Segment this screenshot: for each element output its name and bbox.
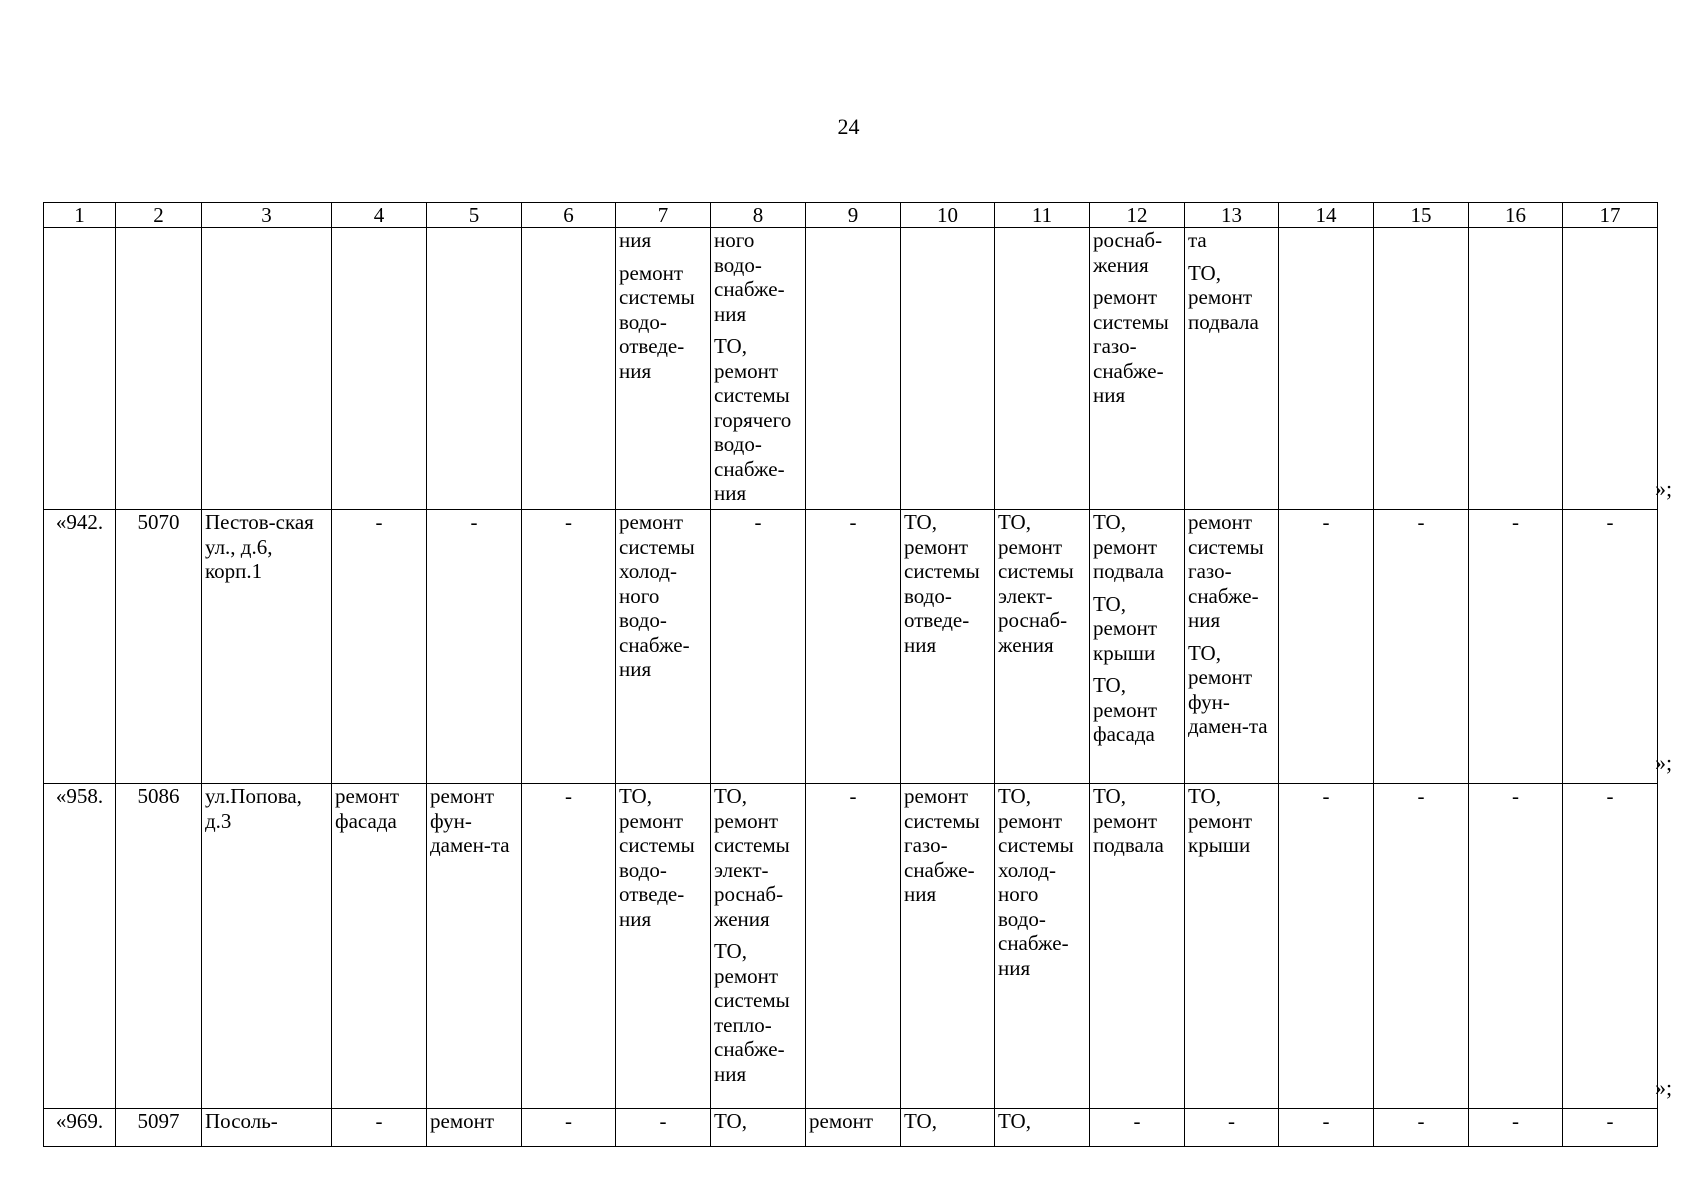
cell-col-14 <box>1279 1109 1374 1147</box>
cell-col-17 <box>1563 1109 1658 1147</box>
cell-text: роснаб-жения <box>1093 228 1163 277</box>
cell-col-6 <box>522 1109 616 1147</box>
cell-col-11 <box>995 784 1090 1109</box>
cell-text: ТО, ремонт системы тепло-снабже-ния <box>714 939 790 1086</box>
cell-col-14 <box>1279 784 1374 1109</box>
cell-col-17 <box>1563 784 1658 1109</box>
cell-text: Пестов-ская ул., д.6, корп.1 <box>205 510 314 583</box>
cell-col-7 <box>616 228 711 510</box>
cell-text: - <box>375 1109 383 1133</box>
cell-text: ремонт системы газо-снабже-ния <box>1188 510 1264 632</box>
column-number-4: 4 <box>332 203 427 228</box>
row-end-mark: »; <box>1655 749 1673 775</box>
cell-col-13 <box>1185 228 1279 510</box>
cell-col-16 <box>1469 784 1563 1109</box>
cell-text: - <box>375 510 383 534</box>
cell-text: ТО, ремонт системы элект-роснаб-жения <box>714 784 790 931</box>
cell-col-10 <box>901 784 995 1109</box>
cell-col-1 <box>44 1109 116 1147</box>
cell-text: ремонт системы холод-ного водо-снабже-ния <box>619 510 695 681</box>
cell-text: ния <box>619 228 652 252</box>
row-end-mark: »; <box>1655 1074 1673 1100</box>
cell-col-4 <box>332 1109 427 1147</box>
cell-text: - <box>565 1109 572 1133</box>
cell-text: - <box>1322 784 1330 808</box>
cell-col-12 <box>1090 228 1185 510</box>
cell-col-8 <box>711 228 806 510</box>
cell-col-11 <box>995 228 1090 510</box>
column-number-13: 13 <box>1185 203 1279 228</box>
table-row <box>44 510 1658 784</box>
cell-col-13 <box>1185 510 1279 784</box>
column-number-16: 16 <box>1469 203 1563 228</box>
cell-text: ремонт системы газо-снабже-ния <box>1093 285 1169 407</box>
cell-col-5 <box>427 784 522 1109</box>
cell-text: ТО, ремонт системы водо-отведе-ния <box>619 784 695 931</box>
cell-col-16 <box>1469 1109 1563 1147</box>
cell-col-4 <box>332 784 427 1109</box>
cell-text: - <box>565 784 572 808</box>
cell-text: ТО, ремонт подвала <box>1093 784 1164 857</box>
cell-text: ТО, <box>904 1109 937 1133</box>
cell-col-6 <box>522 784 616 1109</box>
cell-col-12 <box>1090 784 1185 1109</box>
cell-text: - <box>849 510 857 534</box>
cell-col-17 <box>1563 510 1658 784</box>
column-number-11: 11 <box>995 203 1090 228</box>
cell-col-3 <box>202 1109 332 1147</box>
cell-text: ТО, ремонт фасада <box>1093 673 1158 746</box>
cell-text: ремонт <box>430 1109 495 1133</box>
row-end-mark: »; <box>1655 475 1673 501</box>
cell-col-11 <box>995 510 1090 784</box>
cell-text: ремонт фун-дамен-та <box>430 784 510 857</box>
cell-text: ТО, ремонт крыши <box>1188 784 1253 857</box>
cell-text: - <box>1133 1109 1141 1133</box>
cell-text: - <box>1322 1109 1330 1133</box>
cell-col-16 <box>1469 228 1563 510</box>
cell-text: - <box>1512 510 1519 534</box>
cell-col-9 <box>806 1109 901 1147</box>
cell-text: - <box>659 1109 667 1133</box>
column-number-14: 14 <box>1279 203 1374 228</box>
column-number-2: 2 <box>116 203 202 228</box>
cell-col-8 <box>711 510 806 784</box>
cell-col-11 <box>995 1109 1090 1147</box>
cell-text: - <box>1606 1109 1614 1133</box>
cell-text: ТО, ремонт подвала <box>1188 260 1259 334</box>
cell-col-14 <box>1279 228 1374 510</box>
cell-text: ТО, ремонт крыши <box>1093 591 1158 665</box>
cell-col-4 <box>332 228 427 510</box>
column-number-10: 10 <box>901 203 995 228</box>
cell-text: ремонт системы газо-снабже-ния <box>904 784 980 906</box>
cell-text: ТО, <box>998 1109 1031 1133</box>
cell-col-7 <box>616 784 711 1109</box>
cell-col-15 <box>1374 784 1469 1109</box>
cell-text: ТО, ремонт системы холод-ного водо-снабже-ния <box>998 784 1074 980</box>
column-number-5: 5 <box>427 203 522 228</box>
table-row <box>44 784 1658 1109</box>
cell-text: - <box>1606 510 1614 534</box>
cell-col-7 <box>616 510 711 784</box>
cell-col-5 <box>427 228 522 510</box>
cell-col-3 <box>202 784 332 1109</box>
column-number-15: 15 <box>1374 203 1469 228</box>
column-number-3: 3 <box>202 203 332 228</box>
cell-col-8 <box>711 784 806 1109</box>
column-number-6: 6 <box>522 203 616 228</box>
cell-col-9 <box>806 784 901 1109</box>
cell-text: ТО, ремонт системы водо-отведе-ния <box>904 510 980 657</box>
cell-col-1 <box>44 510 116 784</box>
table-row <box>44 228 1658 510</box>
cell-text: «942. <box>55 510 104 534</box>
cell-text: - <box>754 510 762 534</box>
cell-col-9 <box>806 228 901 510</box>
cell-col-15 <box>1374 1109 1469 1147</box>
cell-text: ТО, ремонт системы горячего водо-снабже-ния <box>714 334 792 505</box>
cell-text: ремонт системы водо-отведе-ния <box>619 260 695 383</box>
cell-col-16 <box>1469 510 1563 784</box>
cell-text: ТО, ремонт системы элект-роснаб-жения <box>998 510 1074 657</box>
cell-col-2 <box>116 228 202 510</box>
cell-text: ремонт <box>809 1109 874 1133</box>
cell-text: ТО, ремонт подвала <box>1093 510 1164 583</box>
cell-text: Посоль- <box>205 1109 278 1133</box>
cell-col-15 <box>1374 228 1469 510</box>
cell-text: 5070 <box>137 510 180 534</box>
cell-text: 5086 <box>137 784 180 808</box>
column-number-7: 7 <box>616 203 711 228</box>
cell-col-2 <box>116 1109 202 1147</box>
cell-text: - <box>1417 510 1425 534</box>
cell-col-15 <box>1374 510 1469 784</box>
cell-text: - <box>1512 1109 1519 1133</box>
column-number-8: 8 <box>711 203 806 228</box>
cell-col-17 <box>1563 228 1658 510</box>
cell-col-13 <box>1185 1109 1279 1147</box>
cell-col-3 <box>202 510 332 784</box>
cell-text: - <box>1228 1109 1235 1133</box>
cell-col-4 <box>332 510 427 784</box>
cell-text: ТО, <box>714 1109 747 1133</box>
cell-col-2 <box>116 510 202 784</box>
cell-col-3 <box>202 228 332 510</box>
cell-col-1 <box>44 784 116 1109</box>
cell-text: - <box>1606 784 1614 808</box>
cell-text: - <box>470 510 478 534</box>
table-row <box>44 1109 1658 1147</box>
page-number: 24 <box>837 114 860 139</box>
cell-col-12 <box>1090 1109 1185 1147</box>
cell-col-10 <box>901 228 995 510</box>
cell-col-6 <box>522 510 616 784</box>
cell-col-13 <box>1185 784 1279 1109</box>
cell-col-9 <box>806 510 901 784</box>
cell-col-7 <box>616 1109 711 1147</box>
cell-text: 5097 <box>137 1109 180 1133</box>
cell-col-12 <box>1090 510 1185 784</box>
cell-text: ного водо-снабже-ния <box>714 228 785 326</box>
cell-col-8 <box>711 1109 806 1147</box>
cell-text: «958. <box>55 784 104 808</box>
cell-text: ремонт фасада <box>335 784 400 833</box>
cell-col-14 <box>1279 510 1374 784</box>
header-row <box>44 203 1658 228</box>
column-number-12: 12 <box>1090 203 1185 228</box>
cell-text: ТО, ремонт фун-дамен-та <box>1188 640 1268 738</box>
cell-text: - <box>1417 784 1425 808</box>
cell-col-5 <box>427 510 522 784</box>
cell-col-10 <box>901 510 995 784</box>
cell-col-2 <box>116 784 202 1109</box>
cell-col-6 <box>522 228 616 510</box>
cell-text: - <box>1322 510 1330 534</box>
cell-text: - <box>1512 784 1519 808</box>
cell-text: - <box>1417 1109 1425 1133</box>
cell-col-5 <box>427 1109 522 1147</box>
cell-col-10 <box>901 1109 995 1147</box>
cell-col-1 <box>44 228 116 510</box>
cell-text: - <box>849 784 857 808</box>
repair-schedule-table <box>43 202 1658 1147</box>
column-number-9: 9 <box>806 203 901 228</box>
cell-text: - <box>565 510 572 534</box>
cell-text: «969. <box>55 1109 104 1133</box>
column-number-17: 17 <box>1563 203 1658 228</box>
cell-text: ул.Попова, д.3 <box>205 784 302 833</box>
cell-text: та <box>1188 228 1207 252</box>
column-number-1: 1 <box>44 203 116 228</box>
